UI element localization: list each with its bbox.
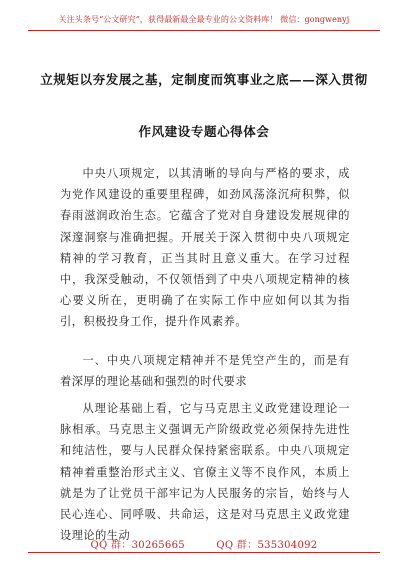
paragraph-text: 从理论基础上看，它与马克思主义政党建设理论一脉相承。马克思主义强调无产阶级政党必须保持先进性和纯洁性，要与人民群众保持紧密联系。中央八项规定精神着重整治形式主义、官僚主义等不良作风，本质上就是为了让党员干部牢记为人民服务的宗旨，始终与人民心连心、同呼吸、共命运，这是对马克思主义政党建设理论的生动 (60, 402, 350, 543)
footer-contacts (0, 536, 408, 551)
footer-qq-group-1: QQ 群：30265665 (90, 540, 185, 551)
promo-header: 关注头条号“公文研究”，获得最新最全最专业的公文资料库！ 微信：gongwenyj (58, 15, 350, 24)
paragraph-section-heading (60, 350, 350, 392)
footer-divider (28, 552, 380, 553)
footer-qq-group-2: QQ 群：535304092 (216, 540, 318, 551)
paragraph-text: 一、中央八项规定精神并不是凭空产生的，而是有着深厚的理论基础和强烈的时代要求 (60, 354, 350, 389)
paragraph-text: 中央八项规定，以其清晰的导向与严格的要求，成为党作风建设的重要里程碑，如劲风荡涤沉疴积弊，似春雨滋润政治生态。它蕴含了党对自身建设发展规律的深邃洞察与准确把握。开展关于深入贯彻中央八项规定精神的学习教育，正当其时且意义重大。在学习过程中，我深受触动，不仅领悟到了中央八项规定精神的核心要义所在，更明确了在实际工作中应如何以其为指引，积极投身工作，提升作风素养。 (60, 167, 350, 329)
document-title-line2: 作风建设专题心得体会 (138, 124, 270, 139)
paragraph-intro (60, 163, 350, 333)
document-title-line1: 立规矩以夯发展之基，定制度而筑事业之底——深入贯彻 (40, 72, 368, 87)
header-divider (28, 30, 380, 31)
paragraph-theory (60, 398, 350, 546)
